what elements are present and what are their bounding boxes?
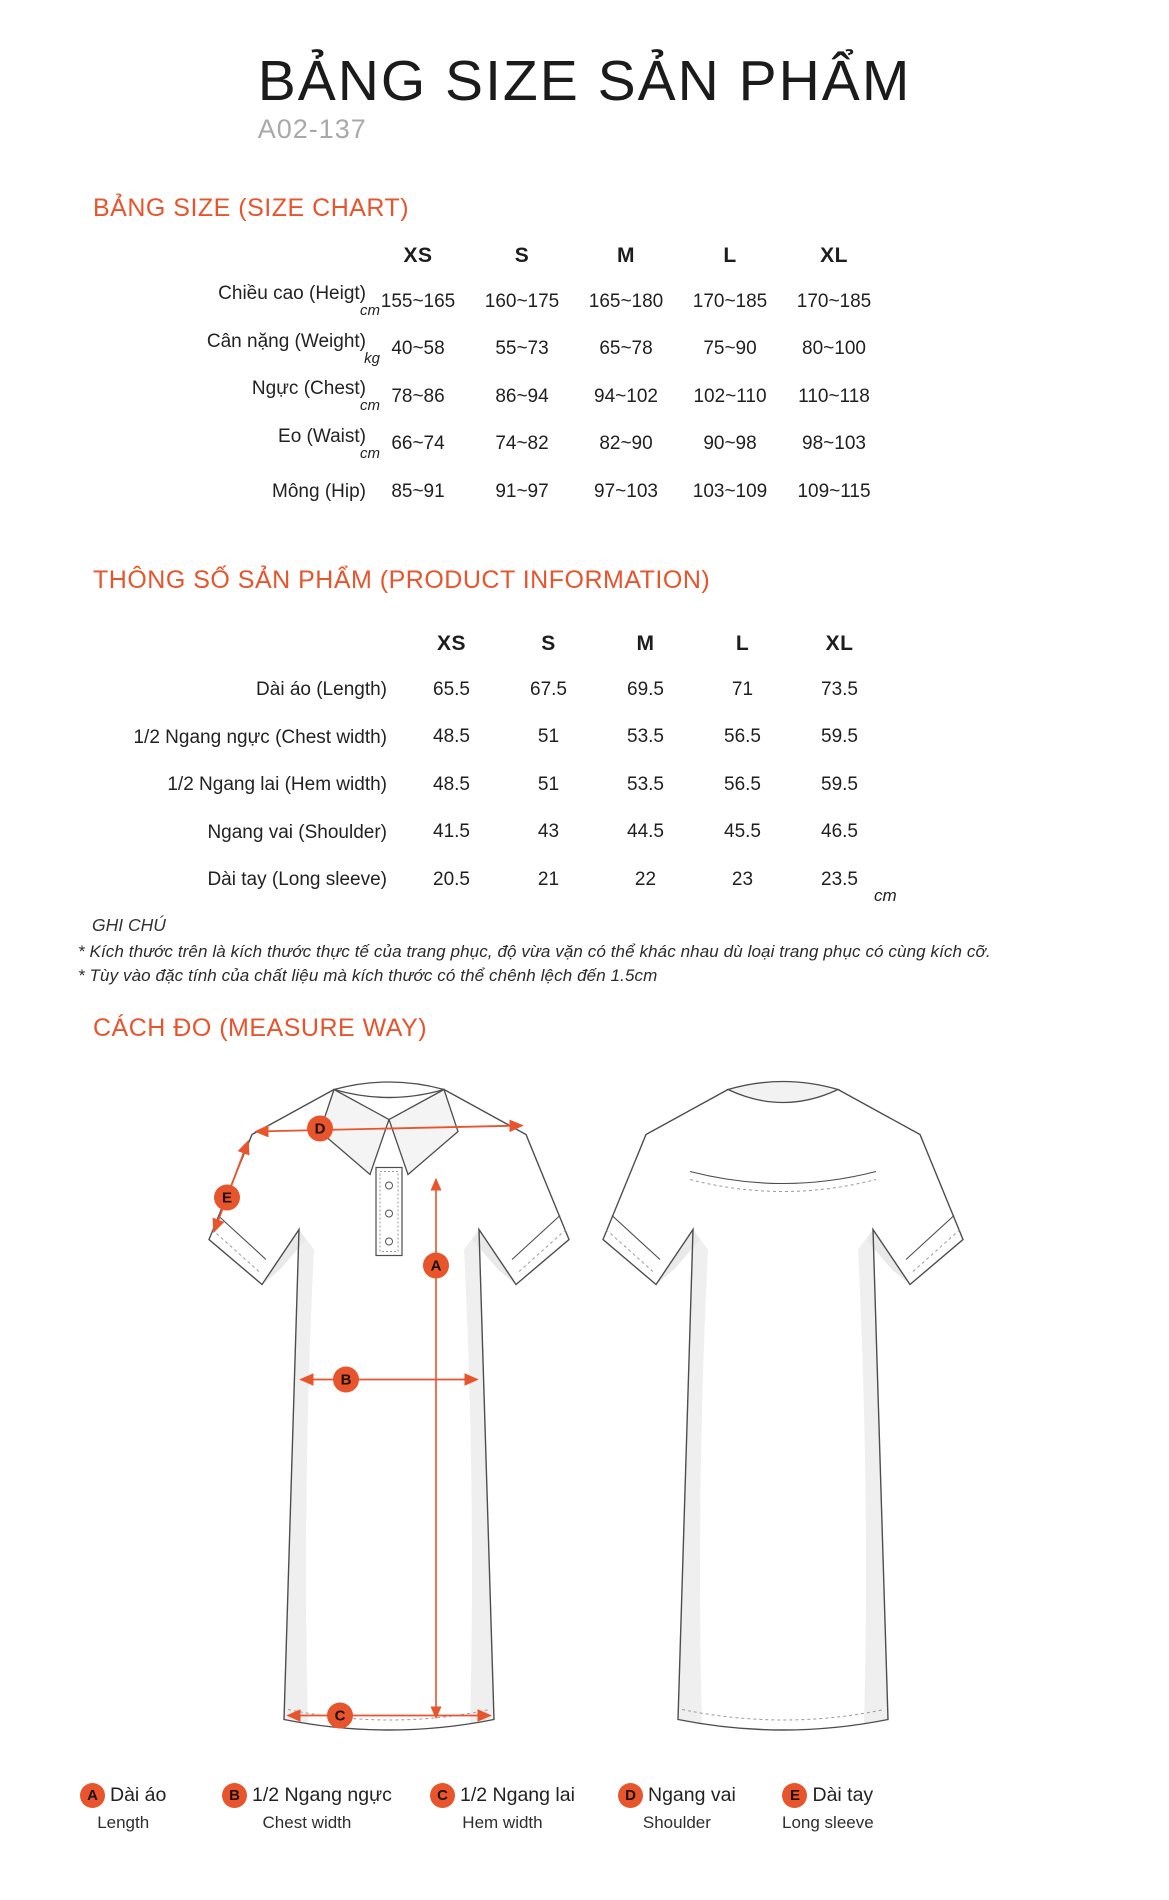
measure-value-cell: 21 [537, 868, 560, 890]
table-unit-note: cm [874, 886, 897, 905]
measure-value-cell: 41.5 [433, 821, 470, 843]
row-label-chest: Ngực (Chest) [251, 378, 366, 400]
svg-text:E: E [221, 1189, 233, 1207]
legend-label-en: Shoulder [642, 1813, 711, 1832]
svg-text:D: D [314, 1120, 326, 1138]
size-value-cell: 102~110 [693, 385, 767, 407]
size-chart-table [36, 234, 886, 516]
measure-badge-c [327, 1703, 353, 1729]
button [386, 1238, 393, 1245]
col-header-l: L [723, 244, 737, 267]
measure-value-cell: 65.5 [433, 678, 470, 700]
size-value-cell: 170~185 [796, 290, 872, 312]
size-value-cell: 155~165 [380, 290, 456, 312]
button [386, 1182, 393, 1189]
table-row-length [8, 666, 888, 714]
size-value-cell: 82~90 [599, 433, 653, 455]
legend-item-shoulder [618, 1783, 736, 1833]
size-chart-heading: BẢNG SIZE (SIZE CHART) [93, 194, 410, 222]
note-line: * Tùy vào đặc tính của chất liệu mà kích thước có thể chênh lệch đến 1.5cm [78, 966, 658, 985]
button [386, 1210, 393, 1217]
measure-value-cell: 48.5 [433, 726, 470, 748]
table-row-chest [36, 373, 886, 421]
size-value-cell: 66~74 [391, 433, 445, 455]
legend-badge-b: B [222, 1783, 247, 1808]
col-header-l: L [735, 632, 750, 655]
table-row-hem-width [8, 761, 888, 809]
row-label-weight: Cân nặng (Weight) [206, 330, 366, 352]
measure-value-cell: 44.5 [627, 821, 664, 843]
measure-value-cell: 67.5 [530, 678, 567, 700]
size-value-cell: 103~109 [692, 480, 768, 502]
legend-label-en: Length [97, 1813, 150, 1832]
size-value-cell: 110~118 [798, 385, 870, 407]
measure-value-cell: 73.5 [821, 678, 858, 700]
size-value-cell: 90~98 [703, 433, 757, 455]
measure-badge-a [423, 1253, 449, 1279]
size-value-cell: 78~86 [391, 385, 445, 407]
size-value-cell: 74~82 [495, 433, 549, 455]
row-label-sleeve: Dài tay (Long sleeve) [207, 869, 387, 891]
col-header-m: M [636, 632, 655, 655]
measure-value-cell: 45.5 [724, 821, 761, 843]
table-row-chest-width [8, 714, 888, 762]
size-value-cell: 94~102 [594, 385, 658, 407]
front-shirt-illustration [209, 1082, 569, 1730]
table-header-row [8, 622, 888, 666]
measure-value-cell: 71 [731, 678, 754, 700]
measure-value-cell: 56.5 [724, 773, 761, 795]
legend-label-en: Hem width [462, 1813, 543, 1832]
page-title: BẢNG SIZE SẢN PHẨM [257, 49, 912, 113]
legend-label-vi: Ngang vai [648, 1784, 736, 1806]
table-row-shoulder [8, 809, 888, 857]
svg-text:A: A [430, 1257, 442, 1275]
row-label-height: Chiều cao (Heigt) [218, 283, 366, 305]
size-value-cell: 98~103 [802, 433, 866, 455]
measure-value-cell: 48.5 [433, 773, 470, 795]
size-value-cell: 40~58 [391, 338, 445, 360]
legend-label-vi: 1/2 Ngang lai [460, 1784, 575, 1806]
svg-text:C: C [334, 1707, 346, 1725]
size-value-cell: 55~73 [495, 338, 549, 360]
legend-label-vi: Dài áo [110, 1784, 167, 1806]
measure-value-cell: 56.5 [724, 726, 761, 748]
row-unit: cm [360, 302, 380, 320]
col-header-xs: XS [403, 244, 433, 267]
measure-badge-b [333, 1367, 359, 1393]
legend-item-length [80, 1783, 166, 1833]
row-label-hem-width: 1/2 Ngang lai (Hem width) [167, 774, 387, 796]
measure-legend [0, 1783, 1169, 1873]
table-row-height [36, 278, 886, 326]
measure-value-cell: 23.5 [821, 868, 858, 890]
row-label-chest-width: 1/2 Ngang ngực (Chest width) [133, 726, 387, 748]
size-value-cell: 80~100 [802, 338, 866, 360]
legend-item-hem-width [430, 1783, 575, 1833]
row-label-shoulder: Ngang vai (Shoulder) [207, 821, 387, 843]
measure-diagram [196, 1058, 976, 1753]
col-header-xs: XS [436, 632, 466, 655]
measure-value-cell: 59.5 [821, 773, 858, 795]
notes-heading: GHI CHÚ [92, 915, 166, 935]
size-value-cell: 75~90 [703, 338, 757, 360]
measure-badge-e [214, 1185, 240, 1211]
row-unit: cm [360, 444, 380, 462]
table-row-sleeve [8, 856, 888, 904]
note-line: * Kích thước trên là kích thước thực tế của trang phục, độ vừa vặn có thể khác nhau dù loại trang phục có cùng kích cỡ. [78, 942, 991, 961]
measure-value-cell: 22 [634, 868, 657, 890]
table-header-row [36, 234, 886, 278]
table-row-hip [36, 468, 886, 516]
legend-label-vi: Dài tay [812, 1784, 874, 1806]
legend-badge-d: D [618, 1783, 643, 1808]
measure-way-heading: CÁCH ĐO (MEASURE WAY) [93, 1014, 428, 1042]
legend-item-long-sleeve [782, 1783, 874, 1833]
back-shirt-illustration [603, 1082, 963, 1731]
header [0, 49, 1169, 145]
row-label-waist: Eo (Waist) [278, 425, 366, 447]
col-header-s: S [541, 632, 556, 655]
legend-label-en: Long sleeve [782, 1813, 874, 1832]
size-value-cell: 160~175 [484, 290, 560, 312]
size-value-cell: 86~94 [495, 385, 549, 407]
table-row-weight [36, 326, 886, 374]
legend-badge-c: C [430, 1783, 455, 1808]
measure-value-cell: 69.5 [627, 678, 664, 700]
measure-badge-d [307, 1116, 333, 1142]
legend-label-vi: 1/2 Ngang ngực [252, 1784, 392, 1806]
measure-value-cell: 20.5 [433, 868, 470, 890]
measure-value-cell: 59.5 [821, 726, 858, 748]
legend-badge-a: A [80, 1783, 105, 1808]
col-header-xl: XL [820, 244, 848, 267]
legend-badge-e: E [782, 1783, 807, 1808]
row-label-length: Dài áo (Length) [256, 679, 387, 701]
row-label-hip: Mông (Hip) [272, 481, 366, 503]
size-value-cell: 91~97 [495, 480, 549, 502]
measure-value-cell: 23 [731, 868, 754, 890]
size-value-cell: 170~185 [692, 290, 768, 312]
product-info-table [8, 622, 888, 904]
measure-value-cell: 51 [537, 726, 560, 748]
measure-value-cell: 43 [537, 821, 560, 843]
col-header-s: S [514, 244, 530, 267]
size-value-cell: 97~103 [594, 480, 658, 502]
measure-value-cell: 53.5 [627, 726, 664, 748]
size-value-cell: 165~180 [588, 290, 664, 312]
size-value-cell: 85~91 [391, 480, 445, 502]
measure-value-cell: 53.5 [627, 773, 664, 795]
size-value-cell: 109~115 [797, 480, 871, 502]
col-header-m: M [617, 244, 635, 267]
legend-label-en: Chest width [262, 1813, 352, 1832]
product-info-heading: THÔNG SỐ SẢN PHẨM (PRODUCT INFORMATION) [93, 566, 711, 594]
size-value-cell: 65~78 [599, 338, 653, 360]
measure-value-cell: 46.5 [821, 821, 858, 843]
legend-item-chest-width [222, 1783, 392, 1833]
measure-value-cell: 51 [537, 773, 560, 795]
row-unit: kg [364, 349, 380, 367]
product-code: A02-137 [257, 113, 367, 144]
table-row-waist [36, 421, 886, 469]
svg-text:B: B [340, 1371, 352, 1389]
row-unit: cm [360, 397, 380, 415]
col-header-xl: XL [825, 632, 854, 655]
